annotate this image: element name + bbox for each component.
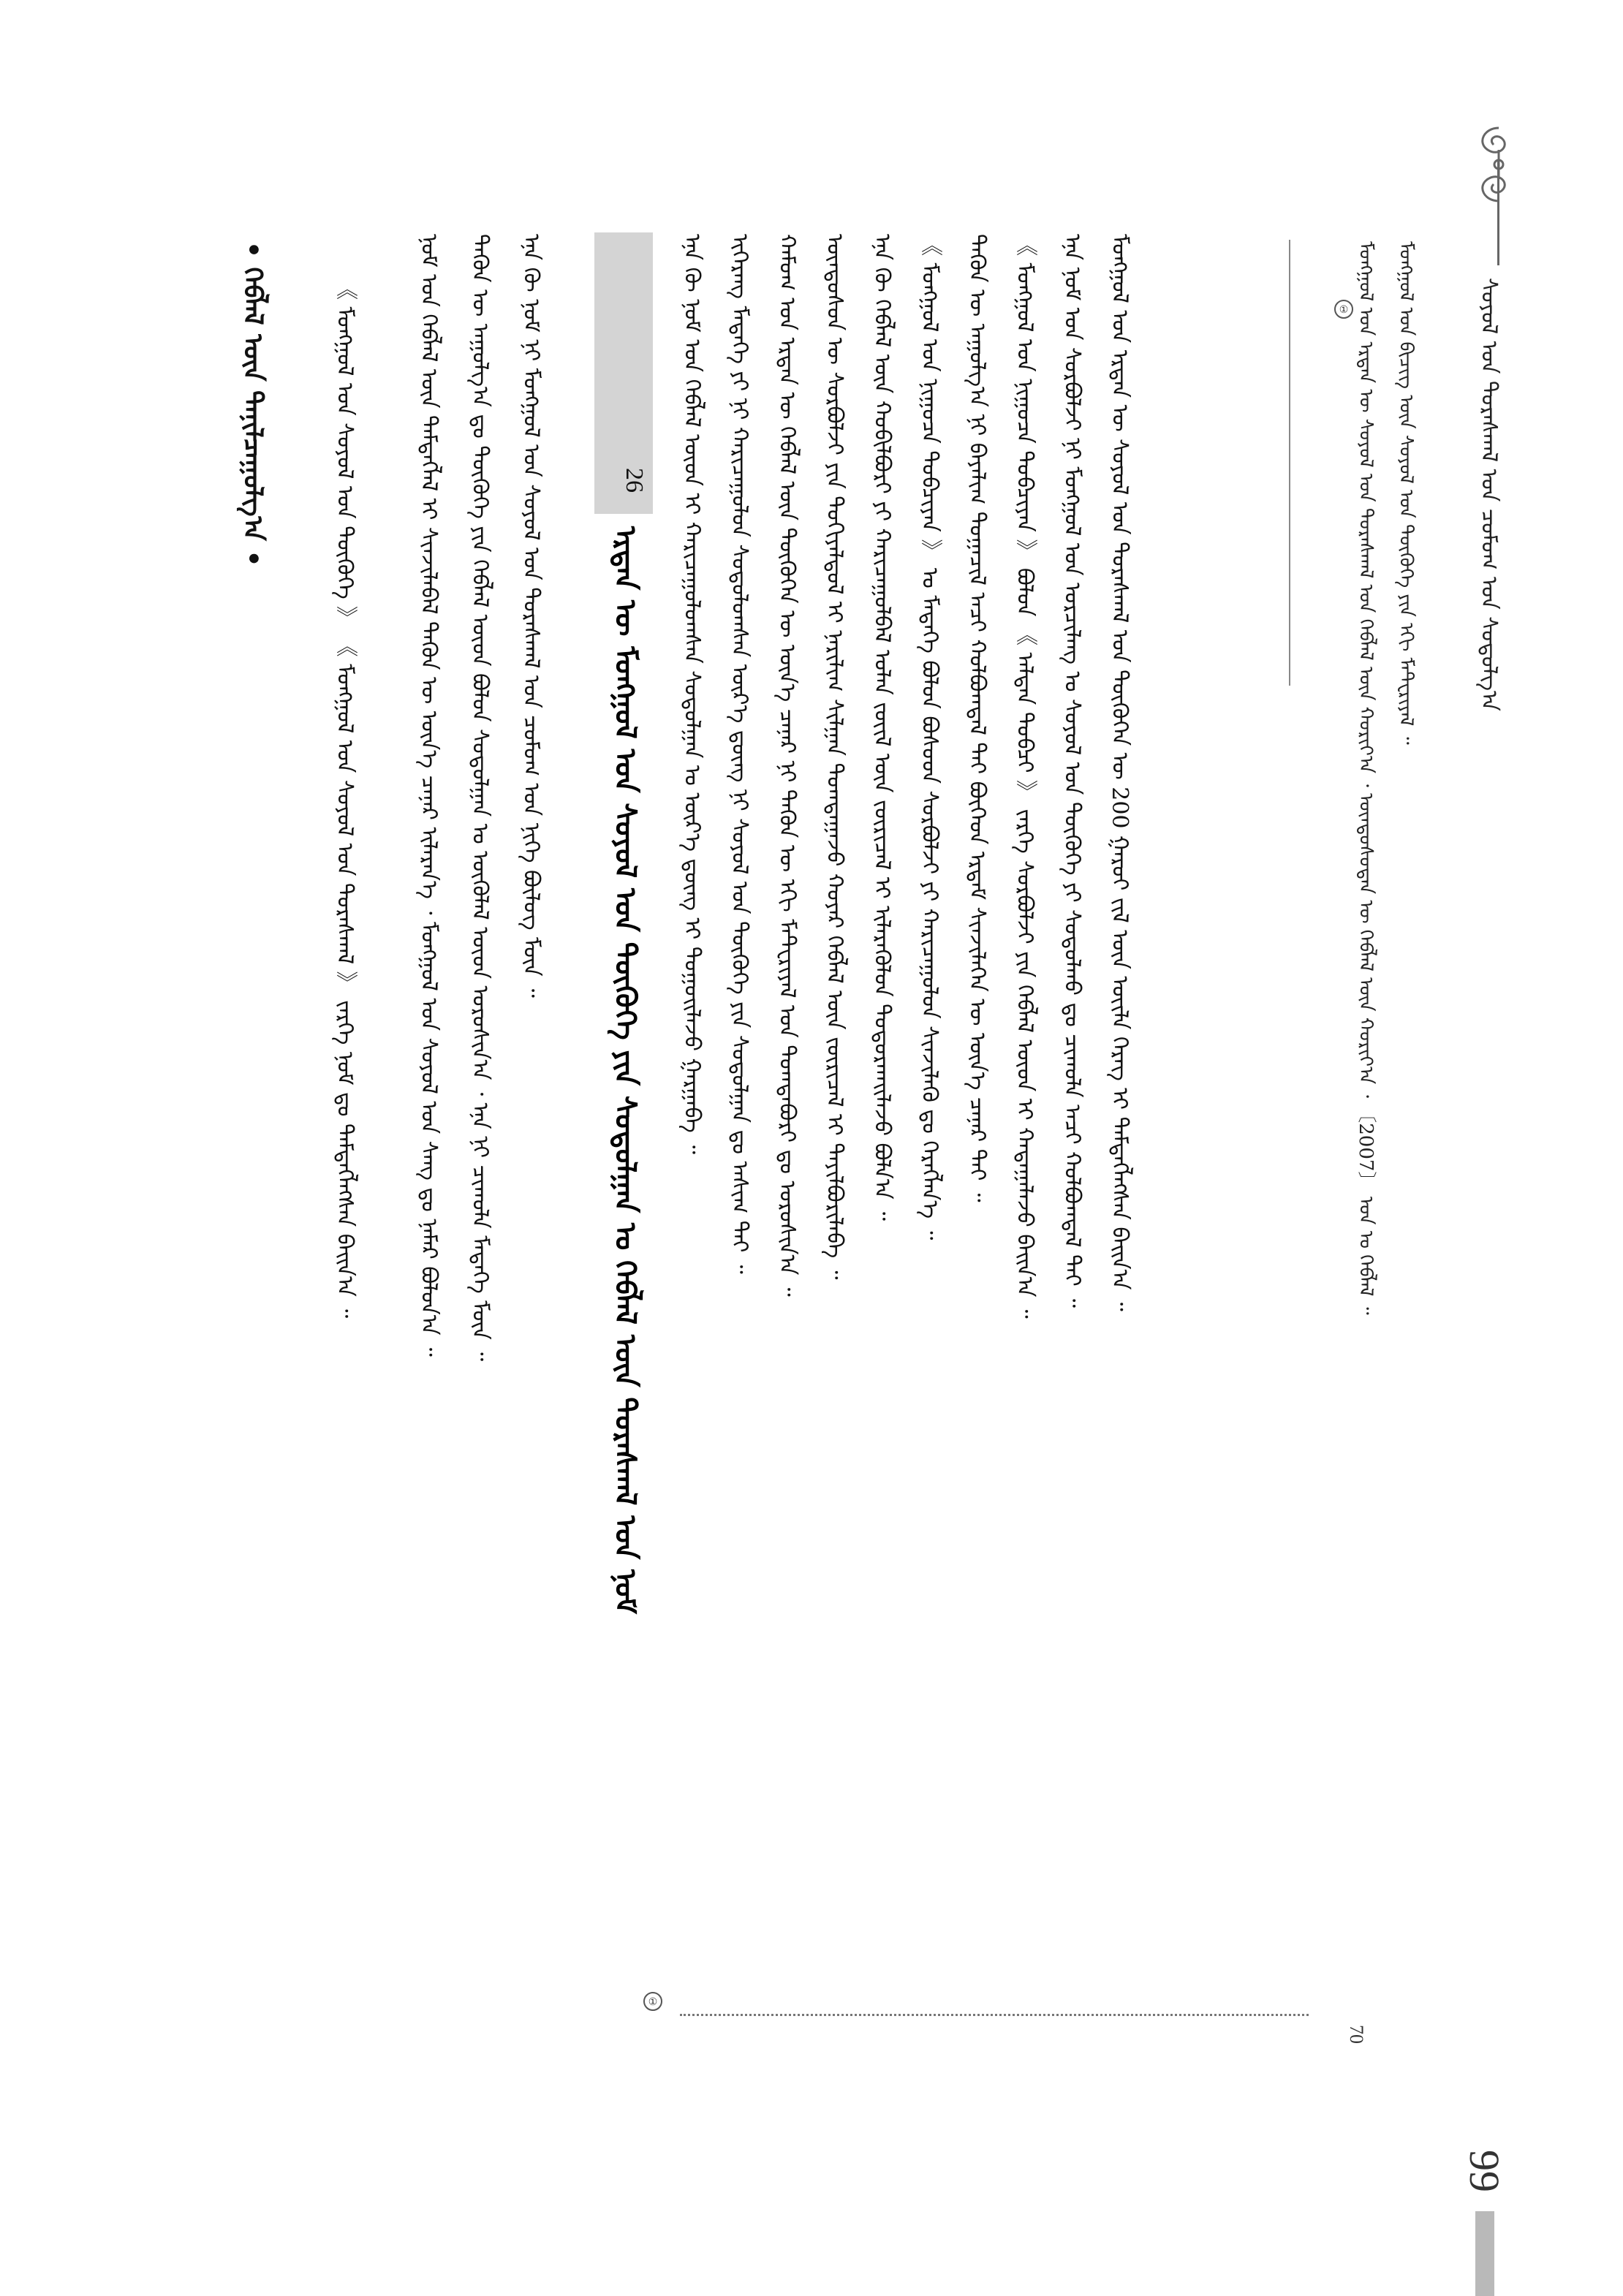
body-column: ᠲᠡᠭᠦᠨ ᠦ ᠠᠭᠤᠯᠭ᠎ᠠ ᠳᠤ ᠲᠦᠭᠦᠬᠡ ᠶᠢᠨ ᠬᠡᠪᠯᠡᠯ ᠦᠳ ᠪᠣᠯᠤᠨ ᠰᠤᠳᠤᠯᠭᠠᠨ ᠤ ᠥᠭᠦᠯᠡᠯ ᠦᠳ ᠣᠷᠣᠰᠢᠨ᠎ᠠ ᠂ ᠡᠨᠡ ᠨᠢ ᠴᠢᠬᠤᠯᠠ ᠮᠡᠳᠡᠭᠡ ᠮᠥᠨ ᠃ (467, 234, 493, 1362)
body-column: 《 ᠮᠣᠩᠭᠣᠯ ᠤᠨ ᠨᠢᠭᠤᠴᠠ ᠲᠣᠪᠴᠢᠶᠠᠨ 》 ᠤ ᠮᠡᠳᠡᠭᠡ ᠪᠣᠯᠤᠨ ᠪᠤᠰᠤᠳ ᠰᠤᠷᠪᠤᠯᠵᠢ ᠶᠢ ᠬᠠᠷᠢᠴᠠᠭᠤᠯᠤᠨ ᠰᠢᠨᠵᠢᠯᠡᠬᠦ ᠳᠤ ᠬᠡᠷᠡᠭᠯᠡᠨ᠎ᠡ ᠃ (917, 234, 942, 1240)
body-column: ᠮᠣᠩᠭᠣᠯ ᠤᠨ ᠡᠷᠲᠡᠨ ᠦ ᠰᠤᠶᠤᠯ ᠤᠨ ᠳᠤᠷᠠᠰᠬᠠᠯ ᠤᠨ ᠲᠦᠭᠦᠬᠡᠨ ᠦ 200 ᠭᠠᠷᠤᠢ ᠵᠢᠯ ᠦᠨ ᠦᠢᠯᠡ ᠬᠡᠷᠡᠭ ᠢ ᠲᠡᠮᠳᠡᠭᠯᠡᠭᠰᠡᠨ ᠪᠠᠢᠨ᠎ᠠ ᠃ (1107, 234, 1132, 1311)
section-number: 26 (621, 468, 648, 493)
page-edge-bar (1475, 2211, 1494, 2296)
footnote-marker: ① (1334, 300, 1353, 319)
body-column: ᠢᠭᠡᠷᠡᠩ ᠮᠡᠳᠡᠭᠡ ᠶᠢ ᠨᠢ ᠬᠠᠷᠢᠴᠠᠭᠤᠯᠤᠨ ᠰᠤᠳᠤᠯᠤᠭᠰᠠᠨ ᠦᠷ᠎ᠡ ᠳ᠋ᠦᠩ ᠨᠢ ᠰᠤᠶᠤᠯ ᠤᠨ ᠲᠦᠭᠦᠬᠡ ᠶᠢᠨ ᠰᠤᠳᠤᠯᠭᠠᠨ ᠳᠤ ᠠᠰᠢᠭ ᠲᠠᠢ ᠃ (727, 234, 752, 1274)
body-column: 《 ᠮᠣᠩᠭᠣᠯ ᠤᠨ ᠨᠢᠭᠤᠴᠠ ᠲᠣᠪᠴᠢᠶᠠᠨ 》 ᠪᠣᠯᠤᠨ 《 ᠠᠯᠲᠠᠨ ᠲᠣᠪᠴᠢ 》 ᠵᠡᠷᠭᠡ ᠰᠤᠷᠪᠤᠯᠵᠢ ᠶᠢᠨ ᠬᠡᠪᠯᠡᠯ ᠦᠳ ᠢ ᠬᠠᠳᠠᠭᠠᠯᠠᠵᠤ ᠪᠠᠢᠨ᠎ᠠ ᠃ (1012, 234, 1037, 1319)
section-footnote-marker: ① (643, 1992, 662, 2011)
bullet-dot-icon: • (238, 241, 268, 268)
body-column: ᠡᠨᠡ ᠬᠦ ᠨᠣᠮ ᠤᠨ ᠬᠡᠪᠯᠡᠯ ᠦᠳ ᠢ ᠬᠠᠷᠢᠴᠠᠭᠤᠯᠤᠭᠰᠠᠨ ᠰᠤᠳᠤᠯᠭᠠᠨ ᠤ ᠦᠷ᠎ᠡ ᠳ᠋ᠦᠩ ᠢ ᠳᠤᠭᠤᠢᠯᠠᠵᠤ ᠭᠠᠷᠭᠠᠪᠠ ᠃ (679, 234, 705, 1155)
footnote-number: 70 (1346, 2025, 1367, 2044)
body-column: ᠬᠠᠮᠤᠭ ᠤᠨ ᠡᠷᠲᠡᠨ ᠦ ᠬᠡᠪᠯᠡᠯ ᠦᠨ ᠲᠦᠭᠦᠬᠡᠨ ᠦ ᠦᠨ᠎ᠡ ᠴᠡᠨᠡᠷ ᠨᠢ ᠲᠡᠭᠦᠨ ᠦ ᠡᠬᠢ ᠮᠠᠲ᠋ᠧᠷᠢᠶᠠᠯ ᠤᠨ ᠲᠣᠭᠲᠠᠪᠤᠷᠢ ᠳᠤ ᠣᠷᠣᠰᠢᠨ᠎ᠠ ᠃ (774, 234, 800, 1297)
footnote-separator (1289, 240, 1290, 686)
section-title: ᠡᠷᠲᠡᠨ ᠦ ᠮᠣᠩᠭᠣᠯ ᠤᠨ ᠰᠤᠶᠤᠯ ᠤᠨ ᠲᠦᠭᠦᠬᠡ ᠶᠢᠨ ᠰᠤᠳᠤᠯᠭᠠᠨ ᠤ ᠬᠡᠪᠯᠡᠯ ᠦᠨ ᠳᠤᠷᠠᠰᠬᠠᠯ ᠤᠨ ᠨᠣᠮ (608, 526, 643, 1614)
body-column: ᠲᠡᠭᠦᠨ ᠦ ᠠᠭᠤᠯᠭ᠎ᠠ ᠨᠢ ᠪᠠᠶᠠᠯᠢᠭ ᠲᠣᠭᠠᠴᠢᠯ ᠠᠴᠢ ᠬᠣᠯᠪᠣᠭᠳᠠᠯ ᠲᠠᠢ ᠪᠥᠭᠡᠳ ᠡᠷᠳᠡᠮ ᠰᠢᠨᠵᠢᠯᠡᠭᠡᠨ ᠦ ᠦᠨ᠎ᠡ ᠴᠡᠨᠡᠷ ᠲᠠᠢ ᠃ (964, 234, 990, 1202)
body-column: ᠡᠨᠡ ᠬᠦ ᠨᠣᠮ ᠨᠢ ᠮᠣᠩᠭᠣᠯ ᠤᠨ ᠰᠤᠶᠤᠯ ᠤᠨ ᠳᠤᠷᠠᠰᠬᠠᠯ ᠤᠨ ᠴᠣᠮᠣᠭ ᠤᠨ ᠨᠢᠭᠡ ᠪᠦᠯᠦᠭ ᠮᠥᠨ ᠃ (518, 234, 544, 998)
footnote-line: ᠮᠣᠩᠭᠣᠯ ᠤᠨ ᠪᠢᠴᠢᠭ ᠦᠨ ᠰᠤᠶᠤᠯ ᠤᠨ ᠲᠦᠭᠦᠬᠡ ᠶᠢᠨ ᠡᠬᠢ ᠮᠠᠲ᠋ᠧᠷᠢᠶᠠᠯ ᠃ (1395, 241, 1417, 745)
header-rule (1497, 159, 1499, 265)
body-column: ᠨᠣᠮ ᠤᠨ ᠬᠡᠪᠯᠡᠯ ᠦᠨ ᠲᠡᠮᠳᠡᠭᠯᠡᠯ ᠢ ᠰᠢᠨᠵᠢᠯᠡᠪᠡᠯ ᠲᠡᠭᠦᠨ ᠦ ᠦᠨ᠎ᠡ ᠴᠡᠨᠡᠷ ᠢᠯᠡᠷᠡᠨ᠎ᠡ ᠂ ᠮᠣᠩᠭᠣᠯ ᠤᠨ ᠰᠤᠶᠤᠯ ᠤᠨ ᠰᠠᠩ ᠳᠤ ᠨᠡᠮᠡᠷ ᠪᠣᠯᠤᠨ᠎ᠠ ᠃ (416, 234, 442, 1357)
bullet-heading (230, 241, 276, 567)
body-column: ᠡᠨᠡ ᠬᠦ ᠬᠡᠪᠯᠡᠯ ᠦᠨ ᠬᠤᠪᠢᠯᠪᠤᠷᠢ ᠶᠢ ᠬᠠᠷᠢᠴᠠᠭᠤᠯᠪᠠᠯ ᠣᠯᠠᠨ ᠵᠦᠢᠯ ᠦᠨ ᠵᠥᠷᠢᠴᠡᠯ ᠢ ᠢᠯᠡᠷᠡᠭᠦᠯᠦᠨ ᠲᠣᠳᠤᠷᠬᠠᠢᠯᠠᠵᠤ ᠪᠣᠯᠨ᠎ᠠ ᠃ (869, 234, 895, 1221)
page-number: 99 (1461, 2150, 1508, 2192)
footnote-line: ᠮᠣᠩᠭᠣᠯ ᠤᠨ ᠡᠷᠲᠡᠨ ᠦ ᠰᠤᠶᠤᠯ ᠤᠨ ᠳᠤᠷᠠᠰᠬᠠᠯ ᠤᠨ ᠬᠡᠪᠯᠡᠯ ᠦᠨ ᠬᠣᠷᠢᠶ᠎ᠠ ᠂ ᠦᠨᠳᠦᠰᠦᠲᠡᠨ ᠦ ᠬᠡᠪᠯᠡᠯ ᠦᠨ ᠬᠣᠷᠢᠶ᠎ᠠ ᠂ 〔2007〕 ᠣᠨ ᠤ ᠬᠡᠪᠯᠡᠯ ᠃ (1355, 241, 1377, 1315)
running-title-text: ᠰᠤᠶᠤᠯ ᠤᠨ ᠳᠤᠷᠠᠰᠬᠠᠯ ᠤᠨ ᠴᠣᠮᠣᠭ ᠤᠨ ᠰᠤᠳᠤᠯᠭ᠎ᠠ (1476, 278, 1502, 711)
bullet-dot-icon: • (238, 540, 268, 567)
body-column: 《 ᠮᠣᠩᠭᠣᠯ ᠤᠨ ᠰᠤᠶᠤᠯ ᠤᠨ ᠲᠦᠭᠦᠬᠡ 》 《 ᠮᠣᠩᠭᠣᠯ ᠤᠨ ᠰᠤᠶᠤᠯ ᠤᠨ ᠳᠤᠷᠠᠰᠬᠠᠯ 》 ᠵᠡᠷᠭᠡ ᠨᠣᠮ ᠳᠤ ᠲᠡᠮᠳᠡᠭᠯᠡᠭᠰᠡᠨ ᠪᠠᠢᠨ᠎ᠠ ᠃ (332, 278, 357, 1319)
body-column: ᠦᠨᠳᠦᠰᠦᠨ ᠦ ᠰᠤᠷᠪᠤᠯᠵᠢ ᠶᠢᠨ ᠲᠣᠬᠢᠶᠠᠯᠳᠤᠯ ᠢ ᠨᠠᠷᠢᠯᠢᠭ ᠰᠢᠯᠭᠠᠨ ᠲᠣᠭᠲᠠᠭᠠᠵᠤ ᠬᠣᠶᠠᠷ ᠬᠡᠪᠯᠡᠯ ᠦᠨ ᠵᠥᠷᠢᠴᠡᠯ ᠢ ᠲᠠᠶᠢᠯᠪᠤᠷᠢᠯᠠᠪᠠ ᠃ (822, 234, 847, 1280)
body-column: ᠡᠨᠡ ᠨᠣᠮ ᠤᠨ ᠰᠤᠷᠪᠤᠯᠵᠢ ᠨᠢ ᠮᠣᠩᠭᠣᠯ ᠤᠨ ᠣᠷᠴᠢᠯᠠᠩ ᠤ ᠰᠤᠶᠤᠯ ᠤᠨ ᠲᠦᠭᠦᠬᠡ ᠶᠢ ᠰᠤᠳᠤᠯᠬᠤ ᠳᠤ ᠴᠢᠬᠤᠯᠠ ᠠᠴᠢ ᠬᠣᠯᠪᠣᠭᠳᠠᠯ ᠲᠠᠢ ᠃ (1059, 234, 1085, 1308)
dotted-separator (680, 2014, 1309, 2016)
running-title (1469, 278, 1528, 1740)
bullet-text: ᠬᠡᠪᠯᠡᠯ ᠦᠨ ᠲᠠᠨᠢᠯᠴᠠᠭᠤᠯᠭ᠎ᠠ (238, 267, 268, 541)
